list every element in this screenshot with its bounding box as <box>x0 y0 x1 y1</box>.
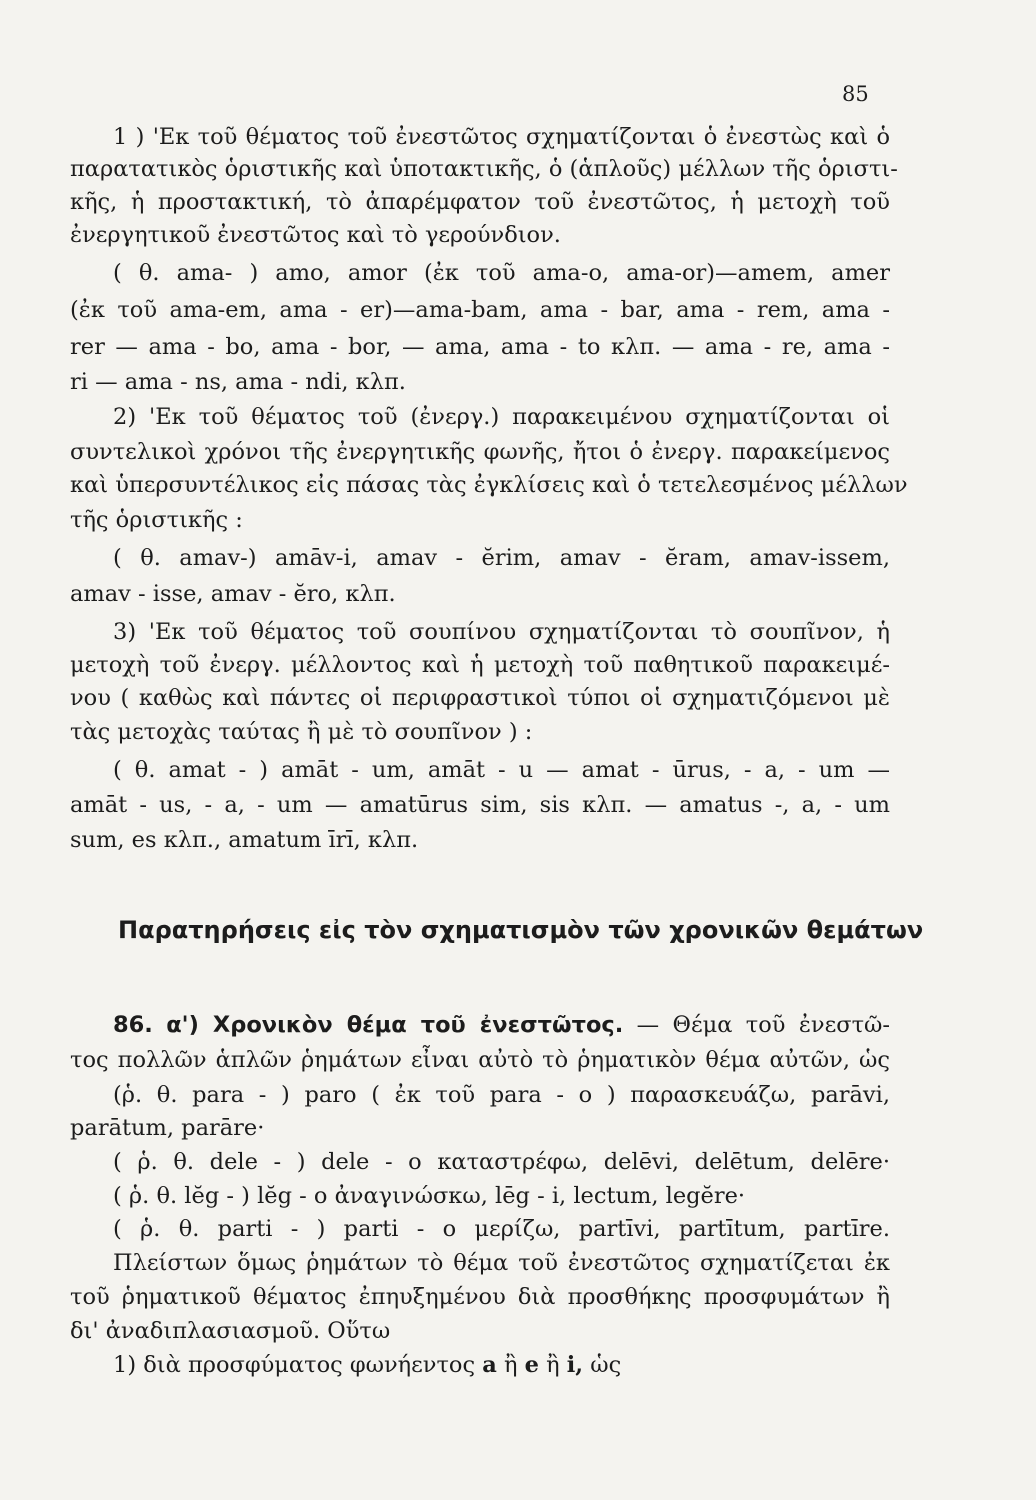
section-86-first-line <box>113 1010 890 1040</box>
example-line: ( ῥ. θ. dele - ) dele - o καταστρέφω, delēvi, delētum, delēre· <box>113 1149 890 1175</box>
paragraph-line: τοῦ ῥηματικοῦ θέματος ἐπηυξημένου διὰ προσθήκης προσφυμάτων ἢ <box>70 1284 890 1310</box>
list-line <box>113 1350 621 1380</box>
example-line: rer — ama - bo, ama - bor, — ama, ama - to κλπ. — ama - re, ama - <box>70 334 890 360</box>
paragraph-line: παρατατικὸς ὁριστικῆς καὶ ὑποτακτικῆς, ὁ (ἁπλοῦς) μέλλων τῆς ὁριστι- <box>70 156 898 182</box>
paragraph-line: δι' ἀναδιπλασιασμοῦ. Οὕτω <box>70 1318 391 1344</box>
example-line: ( ῥ. θ. lĕg - ) lĕg - o ἀναγινώσκω, lēg - i, lectum, legĕre· <box>113 1183 746 1209</box>
paragraph-line: τὰς μετοχὰς ταύτας ἢ μὲ τὸ σουπῖνον ) : <box>70 719 533 745</box>
paragraph-line: μετοχὴ τοῦ ἐνεργ. μέλλοντος καὶ ἡ μετοχὴ τοῦ παθητικοῦ παρακειμέ- <box>70 652 890 678</box>
paragraph-line: τῆς ὁριστικῆς : <box>70 507 243 533</box>
paragraph-line: 3) 'Εκ τοῦ θέματος τοῦ σουπίνου σχηματίζονται τὸ σουπῖνον, ἡ <box>113 619 890 645</box>
list-text: 1) διὰ προσφύματος φωνήεντος <box>113 1352 476 1378</box>
paragraph-line: τος πολλῶν ἁπλῶν ῥημάτων εἶναι αὐτὸ τὸ ῥηματικὸν θέμα αὐτῶν, ὡς <box>70 1047 890 1073</box>
vowel-a: a <box>482 1352 497 1378</box>
vowel-i: i, <box>566 1352 584 1378</box>
section-number: 86. <box>113 1012 153 1038</box>
example-line: ri — ama - ns, ama - ndi, κλπ. <box>70 369 406 395</box>
section-text: — Θέμα τοῦ ἐνεστῶ- <box>636 1012 890 1038</box>
section-title: α') Χρονικὸν θέμα τοῦ ἐνεστῶτος. <box>166 1012 624 1038</box>
example-line: parātum, parāre· <box>70 1115 265 1141</box>
paragraph-line: 2) 'Εκ τοῦ θέματος τοῦ (ἐνεργ.) παρακειμένου σχηματίζονται οἱ <box>113 404 890 430</box>
example-line: (ἐκ τοῦ ama-em, ama - er)—ama-bam, ama - bar, ama - rem, ama - <box>70 297 890 323</box>
vowel-e: e <box>524 1352 539 1378</box>
conjunction: ἢ <box>503 1352 518 1378</box>
paragraph-line: Πλείστων ὅμως ῥημάτων τὸ θέμα τοῦ ἐνεστῶτος σχηματίζεται ἐκ <box>113 1250 890 1276</box>
page-number: 85 <box>842 82 869 106</box>
paragraph-line: καὶ ὑπερσυντέλικος εἰς πάσας τὰς ἐγκλίσεις καὶ ὁ τετελεσμένος μέλλων <box>70 472 908 498</box>
example-line: ( θ. ama- ) amo, amor (ἐκ τοῦ ama-o, ama-or)—amem, amer <box>113 260 890 286</box>
example-line: (ῥ. θ. para - ) paro ( ἐκ τοῦ para - o ) παρασκευάζω, parāvi, <box>113 1082 890 1108</box>
example-line: ( ῥ. θ. parti - ) parti - o μερίζω, partīvi, partītum, partīre. <box>113 1216 890 1242</box>
example-line: amav - isse, amav - ĕro, κλπ. <box>70 581 396 607</box>
paragraph-line: 1 ) 'Εκ τοῦ θέματος τοῦ ἐνεστῶτος σχηματίζονται ὁ ἐνεστὼς καὶ ὁ <box>113 124 890 150</box>
conjunction: ἢ <box>546 1352 560 1378</box>
example-line: ( θ. amat - ) amāt - um, amāt - u — amat - ūrus, - a, - um — <box>113 757 890 783</box>
example-line: ( θ. amav-) amāv-i, amav - ĕrim, amav - ĕram, amav-issem, <box>113 545 890 571</box>
paragraph-line: κῆς, ἡ προστακτική, τὸ ἀπαρέμφατον τοῦ ἐνεστῶτος, ἡ μετοχὴ τοῦ <box>70 189 890 215</box>
paragraph-line: ἐνεργητικοῦ ἐνεστῶτος καὶ τὸ γερούνδιον. <box>70 222 561 248</box>
list-text-end: ὡς <box>590 1352 622 1378</box>
section-heading: Παρατηρήσεις εἰς τὸν σχηματισμὸν τῶν χρονικῶν θεμάτων <box>118 916 924 944</box>
example-line: amāt - us, - a, - um — amatūrus sim, sis κλπ. — amatus -, a, - um <box>70 792 890 818</box>
paragraph-line: νου ( καθὼς καὶ πάντες οἱ περιφραστικοὶ τύποι οἱ σχηματιζόμενοι μὲ <box>70 685 890 711</box>
paragraph-line: συντελικοὶ χρόνοι τῆς ἐνεργητικῆς φωνῆς, ἤτοι ὁ ἐνεργ. παρακείμενος <box>70 439 890 465</box>
example-line: sum, es κλπ., amatum īrī, κλπ. <box>70 827 419 853</box>
